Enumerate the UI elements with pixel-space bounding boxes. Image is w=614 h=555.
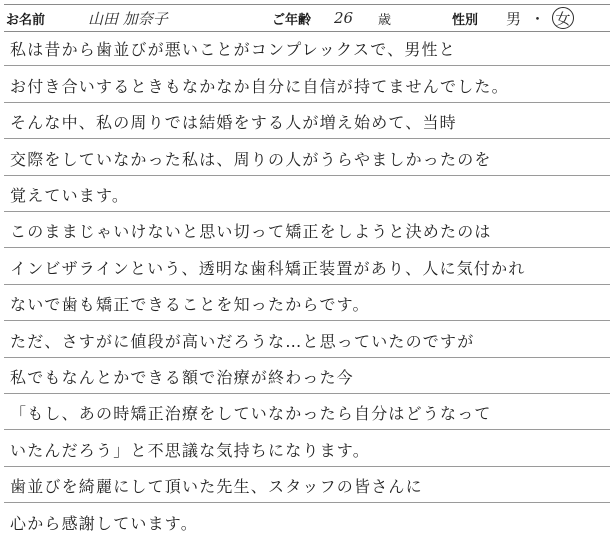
- letter-line: そんな中、私の周りでは結婚をする人が増え始めて、当時: [10, 113, 457, 133]
- letter-line: 「もし、あの時矯正治療をしていなかったら自分はどうなって: [10, 404, 492, 424]
- writing-line: [4, 430, 610, 466]
- letter-line: 交際をしていなかった私は、周りの人がうらやましかったのを: [10, 149, 492, 169]
- letter-line: ただ、さすがに値段が高いだろうな…と思っていたのですが: [10, 331, 475, 351]
- writing-line: [4, 321, 610, 357]
- gender-separator: ・: [530, 9, 546, 28]
- writing-line: [4, 176, 610, 212]
- gender-female-wrap: [552, 5, 574, 31]
- header-row: [4, 4, 610, 32]
- letter-line: 私でもなんとかできる額で治療が終わった今: [10, 367, 354, 387]
- gender-male: 男: [506, 9, 522, 28]
- writing-line: [4, 358, 610, 394]
- letter-line: 歯並びを綺麗にして頂いた先生、スタッフの皆さんに: [10, 477, 423, 497]
- age-unit: 歳: [378, 12, 392, 28]
- letter-body: [4, 30, 610, 539]
- writing-line: [4, 248, 610, 284]
- writing-line: [4, 66, 610, 102]
- letter-line: 心から感謝しています。: [10, 514, 198, 534]
- name-value: 山田 加奈子: [88, 9, 168, 28]
- writing-line: [4, 212, 610, 248]
- letter-line: インビザラインという、透明な歯科矯正装置があり、人に気付かれ: [10, 258, 526, 278]
- letter-line: お付き合いするときもなかなか自分に自信が持てませんでした。: [10, 76, 509, 96]
- letter-line: いたんだろう」と不思議な気持ちになります。: [10, 440, 370, 460]
- letter-line: このままじゃいけないと思い切って矯正をしようと決めたのは: [10, 222, 492, 242]
- age-label: ご年齢: [272, 12, 312, 28]
- writing-line: [4, 139, 610, 175]
- letter-line: 覚えています。: [10, 185, 130, 205]
- age-value: 26: [334, 9, 354, 27]
- letter-line: 私は昔から歯並びが悪いことがコンプレックスで、男性と: [10, 40, 456, 60]
- writing-line: [4, 30, 610, 66]
- writing-line: [4, 285, 610, 321]
- writing-line: [4, 503, 610, 539]
- gender-label: 性別: [452, 12, 479, 28]
- writing-line: [4, 103, 610, 139]
- name-label: お名前: [6, 12, 46, 28]
- letter-line: ないで歯も矯正できることを知ったからです。: [10, 295, 370, 315]
- writing-line: [4, 394, 610, 430]
- writing-line: [4, 467, 610, 503]
- gender-female-circled: 女: [552, 7, 574, 29]
